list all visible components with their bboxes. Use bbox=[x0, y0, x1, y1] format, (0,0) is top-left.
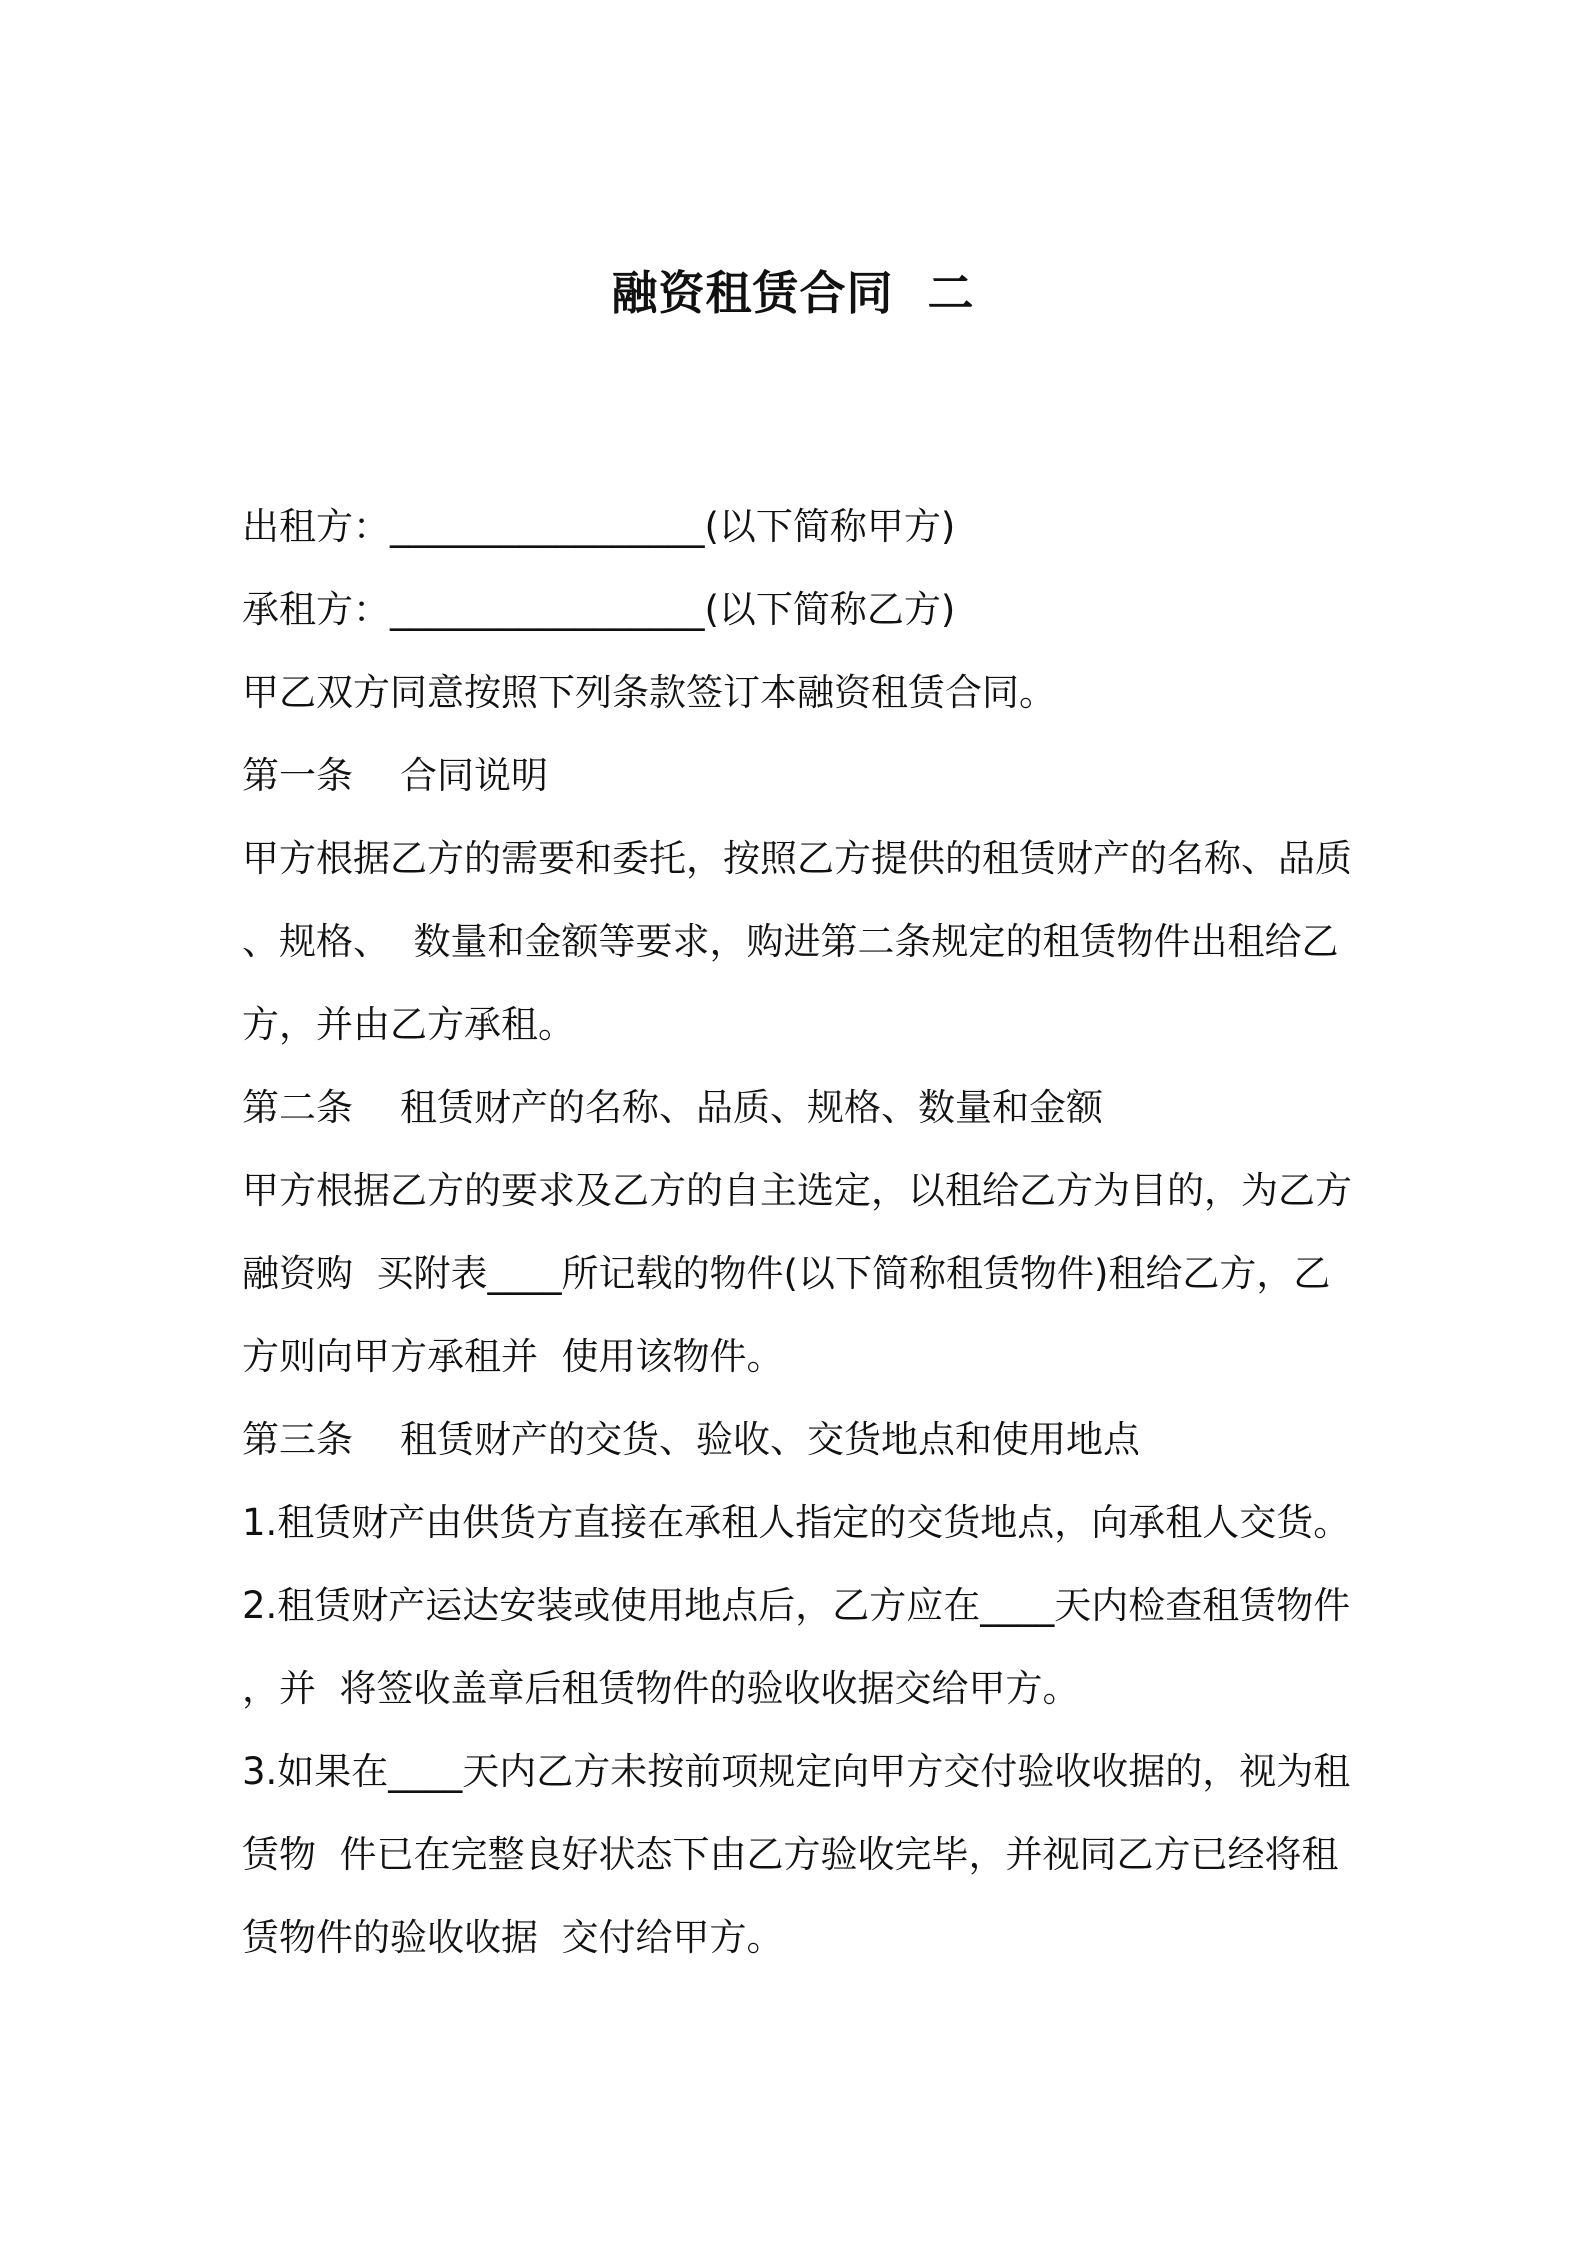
article-3-clause-2-line-1: 2.租赁财产运达安装或使用地点后，乙方应在____天内检查租赁物件 bbox=[242, 1584, 1351, 1627]
article-2-text-line-2: 融资购 买附表____所记载的物件(以下简称租赁物件)租给乙方，乙 bbox=[242, 1252, 1331, 1295]
article-3-heading: 第三条 租赁财产的交货、验收、交货地点和使用地点 bbox=[242, 1418, 1141, 1461]
article-3-clause-3-line-2: 赁物 件已在完整良好状态下由乙方验收完毕，并视同乙方已经将租 bbox=[242, 1833, 1339, 1876]
article-2-text-line-3: 方则向甲方承租并 使用该物件。 bbox=[242, 1335, 784, 1378]
article-2-heading: 第二条 租赁财产的名称、品质、规格、数量和金额 bbox=[242, 1086, 1104, 1129]
lessee-line: 承租方：_________________(以下简称乙方) bbox=[242, 588, 956, 631]
document-title: 融资租赁合同 二 bbox=[611, 266, 975, 320]
lessor-line: 出租方：_________________(以下简称甲方) bbox=[242, 505, 956, 548]
article-3-clause-1: 1.租赁财产由供货方直接在承租人指定的交货地点，向承租人交货。 bbox=[242, 1501, 1351, 1544]
article-3-clause-3-line-1: 3.如果在____天内乙方未按前项规定向甲方交付验收收据的，视为租 bbox=[242, 1750, 1351, 1793]
article-3-clause-2-line-2: ，并 将签收盖章后租赁物件的验收收据交给甲方。 bbox=[242, 1667, 1080, 1710]
agreement-intro: 甲乙双方同意按照下列条款签订本融资租赁合同。 bbox=[242, 671, 1056, 714]
article-1-text-line-2: 、规格、 数量和金额等要求，购进第二条规定的租赁物件出租给乙 bbox=[242, 920, 1339, 963]
article-3-clause-3-line-3: 赁物件的验收收据 交付给甲方。 bbox=[242, 1916, 784, 1959]
article-1-text-line-1: 甲方根据乙方的需要和委托，按照乙方提供的租赁财产的名称、品质 bbox=[242, 837, 1352, 880]
article-1-text-line-3: 方，并由乙方承租。 bbox=[242, 1003, 575, 1046]
article-2-text-line-1: 甲方根据乙方的要求及乙方的自主选定，以租给乙方为目的，为乙方 bbox=[242, 1169, 1352, 1212]
article-1-heading: 第一条 合同说明 bbox=[242, 754, 549, 797]
